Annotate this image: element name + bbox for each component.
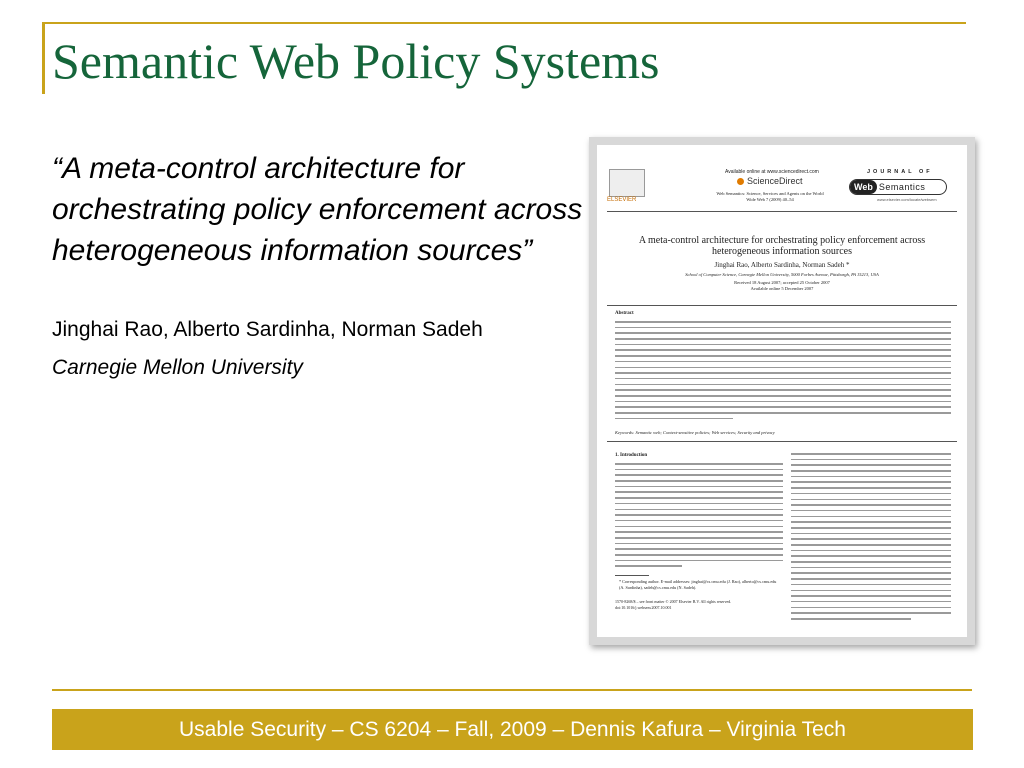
text-line: [615, 321, 951, 323]
affiliation: Carnegie Mellon University: [52, 356, 303, 379]
text-line: [615, 554, 783, 556]
paper-footnote: * Corresponding author. E-mail addresses: jinghai@cs.cmu.edu (J. Rao), alberto@cs.cmu.edu (A. Sardinha), sadeh@cs.cmu.edu (N. Sadeh).: [619, 579, 777, 590]
text-line: [615, 509, 783, 511]
text-line: [615, 372, 951, 374]
text-line: [615, 531, 783, 533]
text-line: [791, 470, 951, 472]
text-line: [791, 572, 951, 574]
abstract-rule: [607, 305, 957, 306]
text-line: [791, 453, 951, 455]
text-line: [615, 469, 783, 471]
text-line: [791, 578, 951, 580]
available-online: Available online at www.sciencedirect.com: [725, 169, 819, 175]
footer-text: Usable Security – CS 6204 – Fall, 2009 – Dennis Kafura – Virginia Tech: [179, 717, 846, 741]
text-line: [615, 526, 783, 528]
text-line: [615, 384, 951, 386]
right-column-text: [791, 453, 951, 624]
paper-keywords: Keywords: Semantic web; Context-sensitive policies; Web services; Security and privacy: [615, 430, 775, 435]
text-line: [791, 590, 951, 592]
text-line: [791, 550, 951, 552]
journal-of-label: JOURNAL OF: [867, 169, 933, 175]
accent-vertical-line: [42, 22, 45, 94]
text-line: [615, 327, 951, 329]
abstract-label: Abstract: [615, 311, 634, 316]
text-line: [791, 476, 951, 478]
text-line: [791, 544, 951, 546]
text-line: [615, 480, 783, 482]
text-line: [791, 464, 951, 466]
text-line: [791, 487, 951, 489]
text-line: [791, 533, 951, 535]
accent-top-line: [42, 22, 966, 24]
text-line: [615, 361, 951, 363]
text-line: [615, 349, 951, 351]
text-line: [615, 344, 951, 346]
text-line: [615, 474, 783, 476]
text-line: [791, 561, 951, 563]
text-line: [791, 584, 951, 586]
text-line: [615, 537, 783, 539]
paper-copyright: 1570-8268/$ – see front matter © 2007 Elsevier B.V. All rights reserved. doi:10.1016/j.websem.2007.10.001: [615, 599, 732, 610]
text-line: [791, 595, 951, 597]
text-line: [791, 499, 951, 501]
slide-title: Semantic Web Policy Systems: [52, 33, 660, 89]
text-line: [791, 521, 951, 523]
web-label: Web: [850, 180, 877, 194]
left-column-text: [615, 463, 783, 571]
journal-subtitle: Web Semantics: Science, Services and Agents on the World Wide Web 7 (2009) 40–54: [716, 191, 824, 202]
text-line: [791, 459, 951, 461]
sciencedirect-logo: ScienceDirect: [747, 176, 803, 186]
semantics-label: Semantics: [878, 182, 926, 192]
paper-page: [597, 145, 967, 637]
text-line: [791, 618, 911, 620]
text-line: [615, 332, 951, 334]
journal-url: www.elsevier.com/locate/websem: [877, 197, 937, 202]
text-line: [615, 486, 783, 488]
text-line: [615, 497, 783, 499]
abstract-text: [615, 321, 951, 423]
text-line: [791, 607, 951, 609]
keywords-rule: [607, 441, 957, 442]
paper-title: A meta-control architecture for orchestrating policy enforcement across heterogeneous information sources: [638, 235, 926, 257]
text-line: [615, 560, 783, 562]
text-line: [791, 538, 951, 540]
text-line: [791, 516, 951, 518]
text-line: [615, 503, 783, 505]
paper-thumbnail: [589, 137, 975, 645]
footer-bar: [52, 709, 973, 750]
footnote-rule: [615, 575, 649, 576]
text-line: [791, 504, 951, 506]
paper-received: Received 18 August 2007; accepted 25 October 2007: [734, 280, 830, 285]
web-semantics-logo: [849, 179, 947, 195]
text-line: [615, 412, 951, 414]
text-line: [615, 389, 951, 391]
paper-online: Available online 5 December 2007: [750, 286, 814, 291]
text-line: [615, 543, 783, 545]
paper-authors: Jinghai Rao, Alberto Sardinha, Norman Sadeh *: [714, 261, 850, 269]
text-line: [791, 510, 951, 512]
text-line: [615, 491, 783, 493]
elsevier-tree-icon: [609, 169, 645, 197]
text-line: [615, 338, 951, 340]
text-line: [615, 520, 783, 522]
text-line: [791, 612, 951, 614]
paper-affiliation: School of Computer Science, Carnegie Mellon University, 5000 Forbes Avenue, Pittsburgh, PA 15213, USA: [685, 272, 879, 277]
text-line: [791, 481, 951, 483]
text-line: [615, 463, 783, 465]
intro-heading: 1. Introduction: [615, 453, 648, 458]
text-line: [615, 418, 733, 420]
paper-header: [597, 145, 967, 207]
text-line: [791, 493, 951, 495]
text-line: [791, 601, 951, 603]
text-line: [615, 355, 951, 357]
text-line: [615, 565, 682, 567]
text-line: [615, 406, 951, 408]
text-line: [615, 401, 951, 403]
text-line: [615, 395, 951, 397]
text-line: [615, 378, 951, 380]
text-line: [791, 567, 951, 569]
header-rule: [607, 211, 957, 212]
text-line: [791, 527, 951, 529]
authors: Jinghai Rao, Alberto Sardinha, Norman Sadeh: [52, 318, 483, 341]
footer-rule: [52, 689, 972, 691]
text-line: [615, 548, 783, 550]
paper-quote-title: “A meta-control architecture for orchestrating policy enforcement across heterogeneous information sources”: [52, 152, 583, 267]
text-line: [615, 514, 783, 516]
text-line: [615, 367, 951, 369]
text-line: [791, 555, 951, 557]
elsevier-name: ELSEVIER: [607, 197, 637, 203]
